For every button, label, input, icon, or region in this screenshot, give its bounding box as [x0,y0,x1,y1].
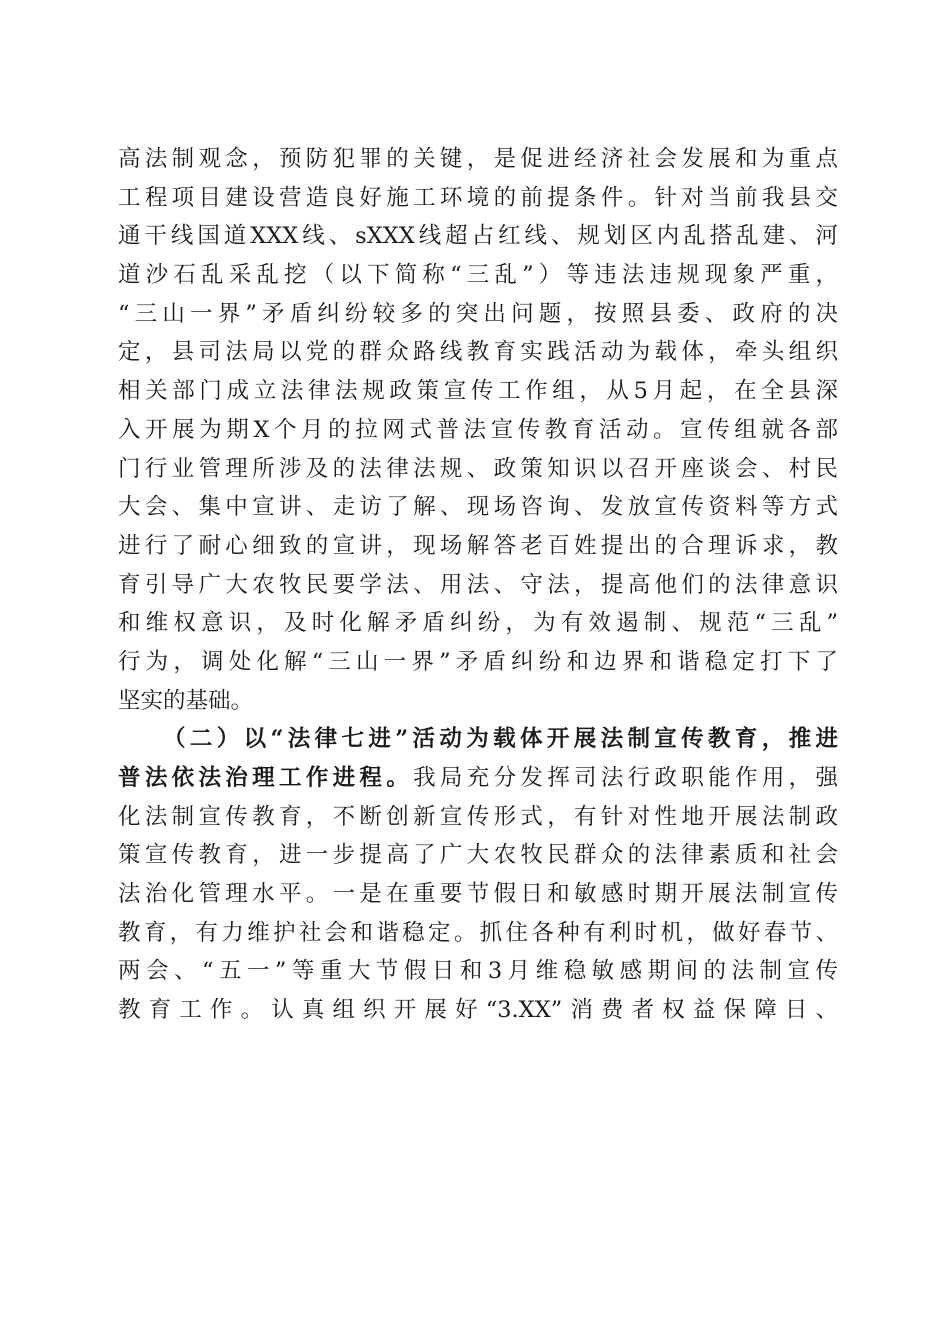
paragraph-2-line: 策宣传教育，进一步提高了广大农牧民群众的法律素质和社会 [118,842,838,869]
paragraph-2-line: 法治化管理水平。一是在重要节假日和敏感时期开展法制宣传 [118,881,838,908]
paragraph-1-line: 入开展为期X个月的拉网式普法宣传教育活动。宣传组就各部 [118,416,838,443]
paragraph-1-line: 道沙石乱采乱挖（以下简称“三乱”）等违法违规现象严重， [118,262,838,289]
paragraph-1-line: 坚实的基础。 [118,687,254,714]
section-heading-continuation: 普法依法治理工作进程。 [118,765,414,791]
paragraph-1-line: 通干线国道XXX线、sXXX线超占红线、规划区内乱搭乱建、河 [118,223,838,250]
paragraph-2-text: 我局充分发挥司法行政职能作用，强 [413,765,838,791]
paragraph-1-line: “三山一界”矛盾纠纷较多的突出问题，按照县委、政府的决 [118,300,838,327]
paragraph-2-line [118,759,838,798]
paragraph-2-line: 教育工作。认真组织开展好“3.XX”消费者权益保障日、 [118,997,838,1024]
paragraph-1-line: 门行业管理所涉及的法律法规、政策知识以召开座谈会、村民 [118,455,838,482]
paragraph-1-line: 高法制观念，预防犯罪的关键，是促进经济社会发展和为重点 [118,146,838,172]
paragraph-1 [118,140,838,720]
paragraph-2-line: 化法制宣传教育，不断创新宣传形式，有针对性地开展法制政 [118,803,838,830]
paragraph-1-line: 定，县司法局以党的群众路线教育实践活动为载体，牵头组织 [118,339,838,366]
paragraph-1-line: 大会、集中宣讲、走访了解、现场咨询、发放宣传资料等方式 [118,494,838,521]
paragraph-2 [118,720,838,1030]
paragraph-1-line: 工程项目建设营造良好施工环境的前提条件。针对当前我县交 [118,184,838,211]
paragraph-1-line: 进行了耐心细致的宣讲，现场解答老百姓提出的合理诉求，教 [118,532,838,559]
paragraph-1-line: 相关部门成立法律法规政策宣传工作组，从5月起，在全县深 [118,378,838,405]
paragraph-2-line: 两会、“五一”等重大节假日和3月维稳敏感期间的法制宣传 [118,958,838,985]
paragraph-2-line: 教育，有力维护社会和谐稳定。抓住各种有利时机，做好春节、 [118,919,838,946]
paragraph-1-line: 和维权意识，及时化解矛盾纠纷，为有效遏制、规范“三乱” [118,610,838,637]
document-body [118,140,838,1030]
section-heading: （二）以“法律七进”活动为载体开展法制宣传教育，推进 [163,726,838,753]
paragraph-1-line: 育引导广大农牧民要学法、用法、守法，提高他们的法律意识 [118,571,838,598]
paragraph-1-line: 行为，调处化解“三山一界”矛盾纠纷和边界和谐稳定打下了 [118,648,838,675]
